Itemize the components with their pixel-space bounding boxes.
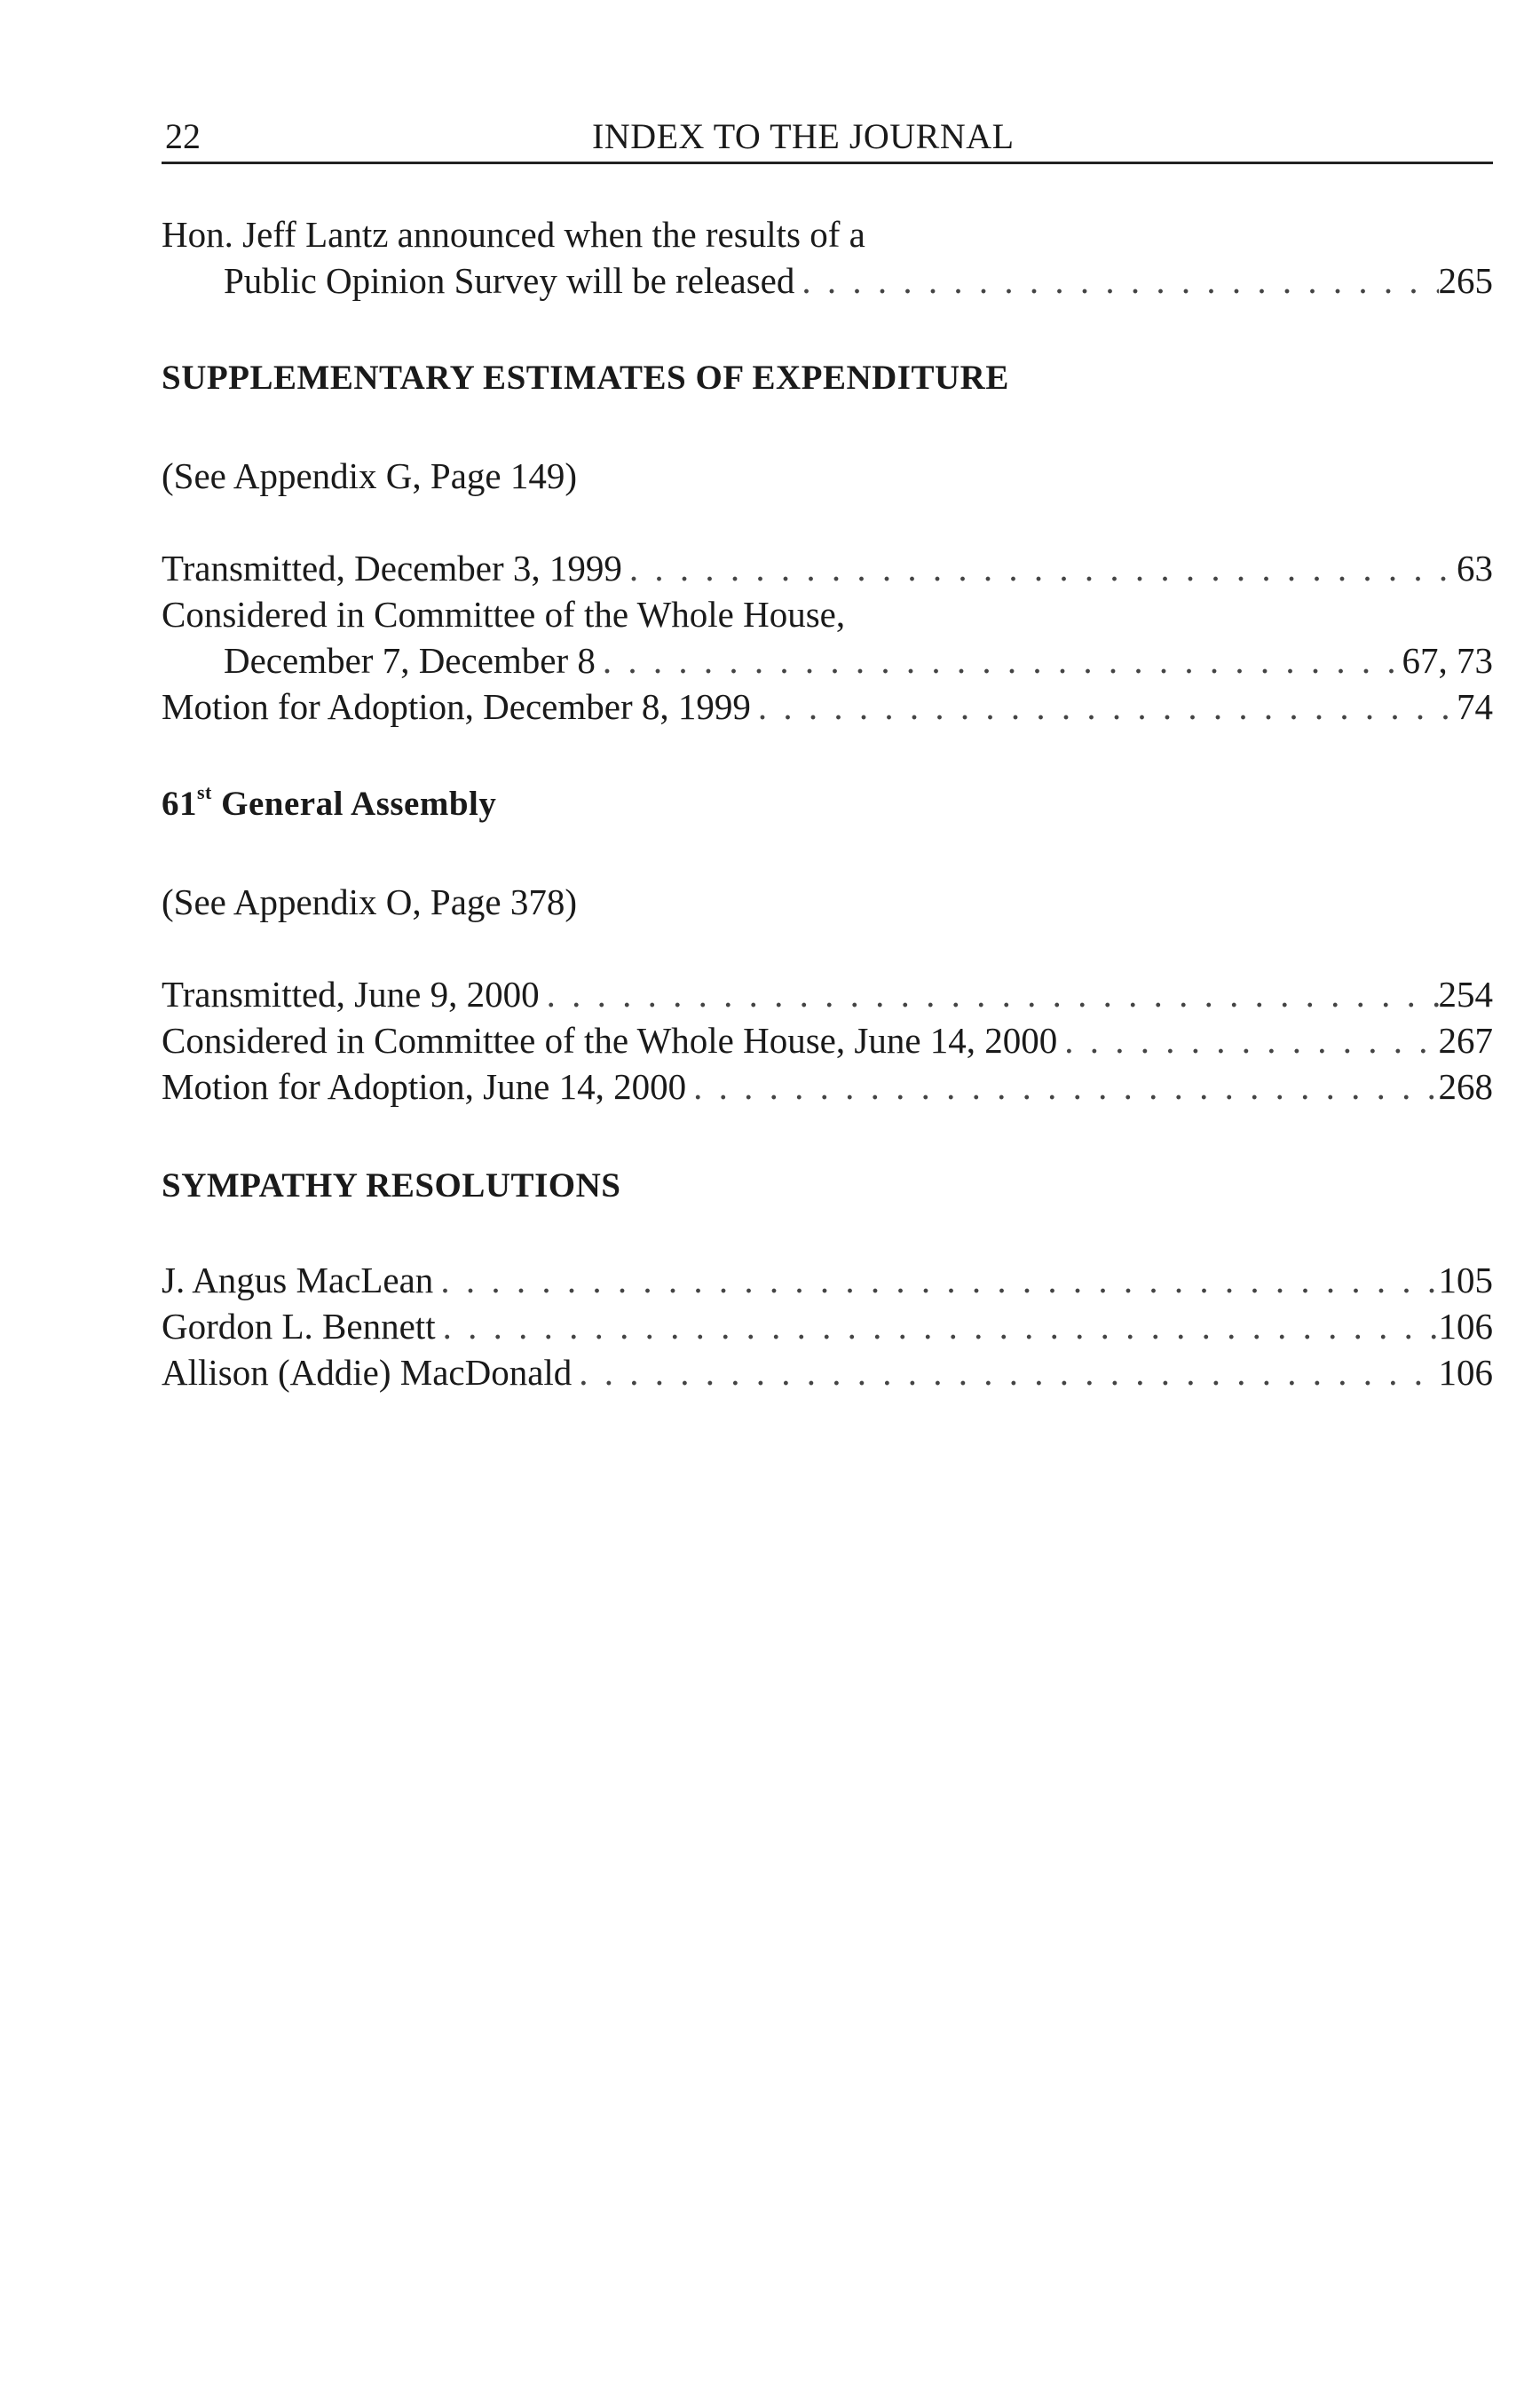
dot-leader — [436, 1303, 1439, 1349]
heading-ordinal: st — [197, 781, 212, 803]
entry-page: 267 — [1438, 1020, 1493, 1061]
entry-label: Public Opinion Survey will be released — [224, 260, 795, 301]
entry-label: Motion for Adoption, June 14, 2000 — [162, 1066, 687, 1107]
see-reference: (See Appendix O, Page 378) — [162, 881, 577, 922]
running-title: INDEX TO THE JOURNAL — [592, 116, 1015, 156]
entry-page: 268 — [1438, 1066, 1493, 1107]
heading-number: 61 — [162, 785, 197, 823]
entry-label: Transmitted, December 3, 1999 — [162, 548, 622, 589]
index-entry — [162, 545, 1493, 591]
dot-leader — [751, 683, 1457, 730]
dot-leader — [572, 1349, 1438, 1395]
dot-leader — [686, 1063, 1438, 1110]
index-page — [162, 107, 1493, 1393]
section-heading: SUPPLEMENTARY ESTIMATES OF EXPENDITURE — [162, 359, 1009, 397]
entry-page: 265 — [1438, 260, 1493, 301]
entry-label: J. Angus MacLean — [162, 1260, 434, 1300]
dot-leader — [622, 545, 1457, 591]
index-entry — [162, 971, 1493, 1017]
entry-page: 106 — [1438, 1306, 1493, 1347]
entry-label: Motion for Adoption, December 8, 1999 — [162, 686, 751, 727]
see-reference: (See Appendix G, Page 149) — [162, 455, 577, 496]
index-entry — [162, 683, 1493, 730]
entry-page: 106 — [1438, 1352, 1493, 1393]
section-heading: SYMPATHY RESOLUTIONS — [162, 1166, 621, 1205]
entry-label: Hon. Jeff Lantz announced when the results of a — [162, 214, 865, 255]
entry-label: December 7, December 8 — [224, 640, 596, 681]
index-entry — [162, 1349, 1493, 1395]
entry-label: Allison (Addie) MacDonald — [162, 1352, 573, 1393]
entry-page: 254 — [1438, 974, 1493, 1015]
dot-leader — [794, 257, 1438, 304]
entry-label: Considered in Committee of the Whole House, June 14, 2000 — [162, 1020, 1058, 1061]
entry-label: Transmitted, June 9, 2000 — [162, 974, 540, 1015]
dot-leader — [540, 971, 1439, 1017]
entry-page: 105 — [1438, 1260, 1493, 1300]
heading-text: General Assembly — [211, 785, 497, 823]
index-entry — [162, 1303, 1493, 1349]
index-entry — [162, 1257, 1493, 1303]
entry-line — [162, 591, 1493, 637]
entry-label: Considered in Committee of the Whole House, — [162, 594, 846, 635]
index-entry — [162, 1063, 1493, 1110]
entry-line — [162, 211, 1493, 257]
section-heading — [162, 781, 496, 827]
dot-leader — [596, 637, 1402, 683]
index-entry — [224, 257, 1493, 304]
entry-page: 74 — [1457, 686, 1493, 727]
dot-leader — [433, 1257, 1438, 1303]
entry-label: Gordon L. Bennett — [162, 1306, 436, 1347]
page-header — [162, 107, 1493, 164]
index-entry — [224, 637, 1493, 683]
page-number: 22 — [165, 116, 201, 156]
entry-page: 63 — [1457, 548, 1493, 589]
entry-page: 67, 73 — [1402, 640, 1493, 681]
dot-leader — [1057, 1017, 1438, 1063]
index-entry — [162, 1017, 1493, 1063]
